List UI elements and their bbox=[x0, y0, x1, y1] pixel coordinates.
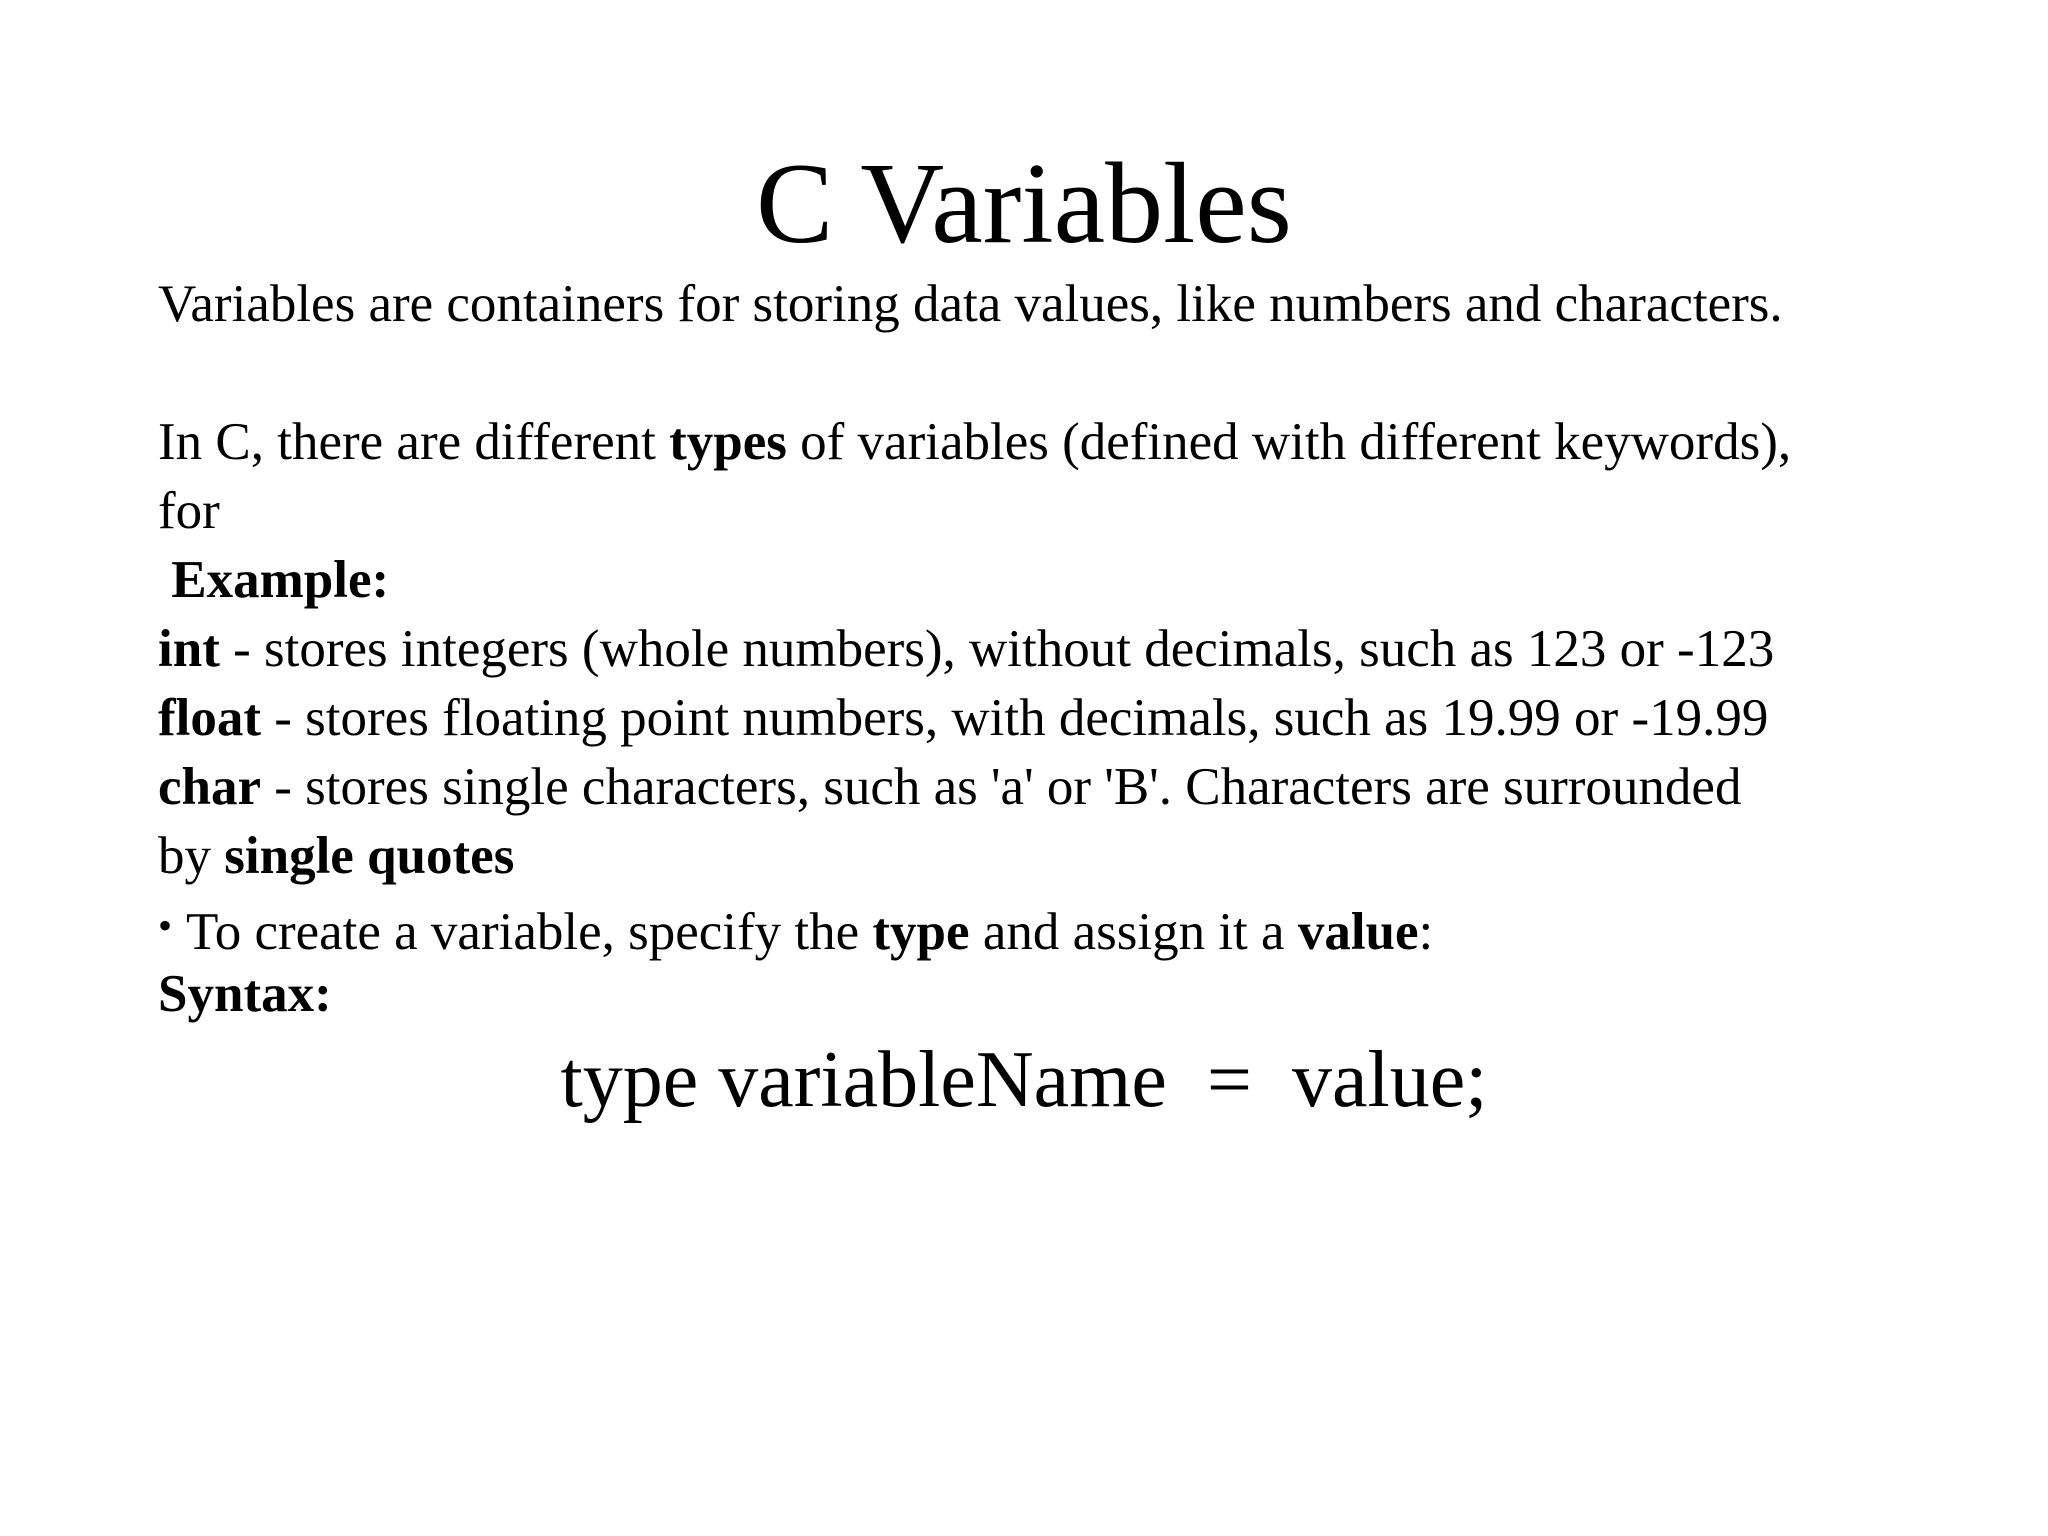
types-keyword: types bbox=[669, 413, 787, 471]
example-label: Example: bbox=[171, 551, 390, 609]
type-description: - stores floating point numbers, with decimals, such as 19.99 or -19.99 bbox=[261, 689, 1769, 747]
spacer bbox=[158, 339, 1958, 408]
syntax-code: type variableName = value; bbox=[560, 1036, 1488, 1124]
bullet-text-after: : bbox=[1418, 903, 1434, 961]
intro-text: Variables are containers for storing data values, like numbers and characters. bbox=[158, 275, 1783, 333]
bullet-create-variable bbox=[158, 891, 1958, 960]
slide-title: C Variables bbox=[756, 140, 1292, 268]
type-item-char bbox=[158, 753, 1958, 822]
type-description: - stores single characters, such as 'a' or 'B'. Characters are surrounded bbox=[261, 758, 1742, 816]
syntax-label: Syntax: bbox=[158, 965, 332, 1023]
type-keyword: int bbox=[158, 620, 220, 678]
single-quotes-keyword: single quotes bbox=[224, 827, 515, 885]
bullet-text-before: To create a variable, specify the bbox=[186, 903, 873, 961]
type-emphasis: type bbox=[872, 903, 970, 961]
types-text-after: of variables (defined with different keywords), bbox=[786, 413, 1792, 471]
types-text-before: In C, there are different bbox=[158, 413, 670, 471]
type-item-int bbox=[158, 615, 1958, 684]
type-keyword: float bbox=[158, 689, 262, 747]
types-paragraph-cont: for bbox=[158, 482, 220, 540]
char-cont-text: by bbox=[158, 827, 225, 885]
value-emphasis: value bbox=[1297, 903, 1419, 961]
type-item-float bbox=[158, 684, 1958, 753]
type-keyword: char bbox=[158, 758, 262, 816]
type-description: - stores integers (whole numbers), without decimals, such as 123 or -123 bbox=[219, 620, 1775, 678]
types-paragraph bbox=[158, 408, 1958, 477]
example-label-line bbox=[158, 546, 1958, 615]
bullet-icon: • bbox=[158, 903, 173, 948]
char-description-cont bbox=[158, 822, 1958, 891]
syntax-label-line bbox=[158, 960, 1958, 1029]
bullet-text-middle: and assign it a bbox=[969, 903, 1298, 961]
slide-body bbox=[158, 270, 1958, 1029]
